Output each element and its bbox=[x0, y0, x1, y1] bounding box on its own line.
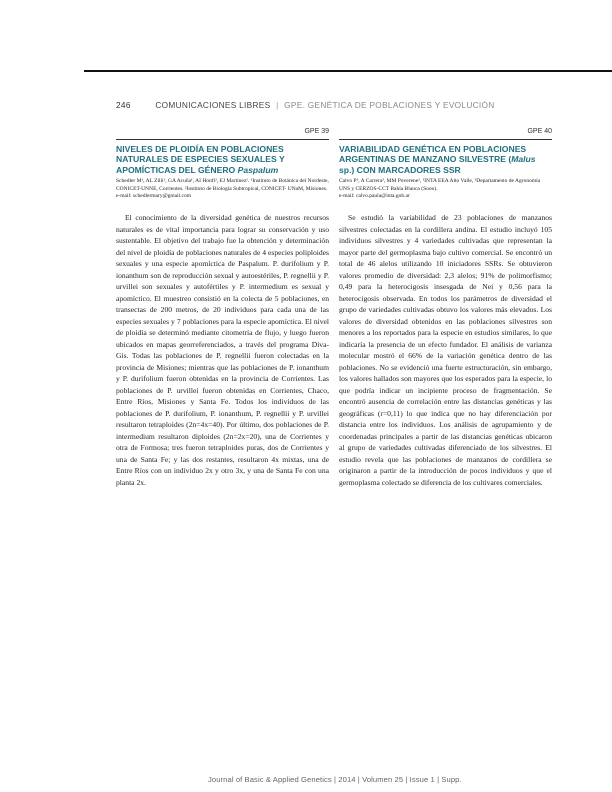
top-rule bbox=[84, 70, 612, 72]
header-separator: | bbox=[276, 100, 279, 110]
abstract-authors: Schedler M¹, AL Zilli¹, GA Acuña¹, AI Honfi², EJ Martínez¹. ¹Instituto de Botánica del Nordeste, CONICET-UNNE, Corrientes. ²Instituto de Biología Subtropical, CONICET- UNaM, Misiones. e-mail: schedlermary@gmail.com bbox=[116, 178, 329, 200]
abstract-rule bbox=[116, 139, 329, 140]
abstract-authors: Calvo P¹, A Carrera², MM Poverene², ¹INTA EEA Alto Valle, ²Departamento de Agronomía UNS y CERZOS-CCT Bahía Blanca (Sooo). e-mail: calvo.paula@inta.gob.ar bbox=[339, 178, 552, 201]
journal-footer: Journal of Basic & Applied Genetics | 2014 | Volumen 25 | Issue 1 | Supp. bbox=[208, 775, 462, 784]
abstract-code: GPE 39 bbox=[304, 128, 329, 135]
subsection-title: GPE. GENÉTICA DE POBLACIONES Y EVOLUCIÓN bbox=[284, 100, 495, 110]
abstract-body: El conocimiento de la diversidad genética de nuestros recursos naturales es de vital importancia para lograr su conservación y uso sustentable. El objetivo del trabajo fue la obtención y determinación del nivel de ploidía de poblaciones naturales de 4 especies poliploides sexuales y una especie apomíctica de Paspalum. P. durifolium y P. ionanthum son de reproducción sexual y autoestériles, P. regnellii y P. urvillei son sexuales y autofértiles y P. intermedium es sexual y apomíctico. El muestreo consistió en la colecta de 5 poblaciones, en transectas de 200 metros, de 20 individuos para cada una de las especies sexuales y 7 poblaciones para la especie apomíctica. El nivel de ploidía se determinó mediante citometría de flujo, y luego fueron ubicados en mapas georreferenciados, a través del programa Diva-Gis. Todas las poblaciones de P. regnellii fueron colectadas en la provincia de Misiones; mientras que las poblaciones de P. ionanthum y P. durifolium fueron obtenidas en la provincia de Corrientes. Las poblaciones de P. urvillei fueron obtenidas en Corrientes, Chaco, Entre Ríos, Misiones y Santa Fe. Todos los individuos de las poblaciones de P. durifolium, P. ionanthum, P. regnellii y P. urvillei resultaron tetraploides (2n=4x=40). Por último, dos poblaciones de P. intermedium resultaron diploides (2n=2x=20), una de Corrientes y otra de Formosa; tres fueron tetraploides puras, dos de Corrientes y una de Santa Fe; y las dos restantes, resultaron 4x mixtas, una de Entre Ríos con un individuo 2x y otro 3x, y una de Santa Fe con una planta 2x. bbox=[116, 213, 329, 487]
abstract-email: e-mail: calvo.paula@inta.gob.ar bbox=[339, 193, 410, 200]
abstract-rule bbox=[339, 139, 552, 140]
running-header bbox=[116, 100, 576, 110]
abstract-body: Se estudió la variabilidad de 23 poblaciones de manzanos silvestres colectadas en la cordillera andina. El estudio incluyó 105 individuos silvestres y 4 variedades cultivadas que representan la mayor parte del germoplasma bajo cultivo comercial. Se encontró un total de 46 alelos utilizando 10 iniciadores SSRs. Se obtuvieron valores promedio de diversidad: 2,3 alelos; 91% de polimorfismo; 0,49 para la heterocigosis insesgada de Nei y 0,56 para la heterocigosis observada. En todos los parámetros de diversidad el grupo de variedades cultivadas obtuvo los valores más elevados. Los valores de diversidad obtenidos en las poblaciones silvestres son menores a los reportados para la especie en estudios similares, lo que indicaría la presencia de un efecto fundador. El análisis de varianza molecular mostró el 66% de la variación genética dentro de las poblaciones. No se evidenció una fuerte estructuración, sin embargo, los valores hallados son mayores que los esperados para la especie, lo que podría indicar un incipiente proceso de fragmentación. Se encontró ausencia de correlación entre las distancias genéticas y las geográficas (r=0,11) lo que indica que no hay diferenciación por distancia entre los individuos. Los análisis de agrupamiento y de coordenadas principales a partir de las distancias genéticas ubicaron al grupo de variedades cultivadas diferenciado de los silvestres. El estudio revela que las poblaciones de manzanos de cordillera se originaron a partir de la introducción de pocos individuos y que el germoplasma colectado se diferencia de los cultivares comerciales. bbox=[339, 213, 552, 487]
page-number: 246 bbox=[116, 100, 131, 110]
abstract-code: GPE 40 bbox=[527, 128, 552, 135]
abstract-gpe40 bbox=[339, 128, 552, 496]
abstract-title: VARIABILIDAD GENÉTICA EN POBLACIONES ARGENTINAS DE MANZANO SILVESTRE (Malus sp.) CON MARCADORES SSR bbox=[339, 144, 536, 175]
section-title: COMUNICACIONES LIBRES bbox=[155, 100, 271, 110]
abstract-gpe39 bbox=[116, 128, 329, 496]
abstract-email: e-mail: schedlermary@gmail.com bbox=[116, 193, 192, 200]
abstract-title: NIVELES DE PLOIDÍA EN POBLACIONES NATURALES DE ESPECIES SEXUALES Y APOMÍCTICAS DEL GÉNERO Paspalum bbox=[116, 144, 285, 175]
